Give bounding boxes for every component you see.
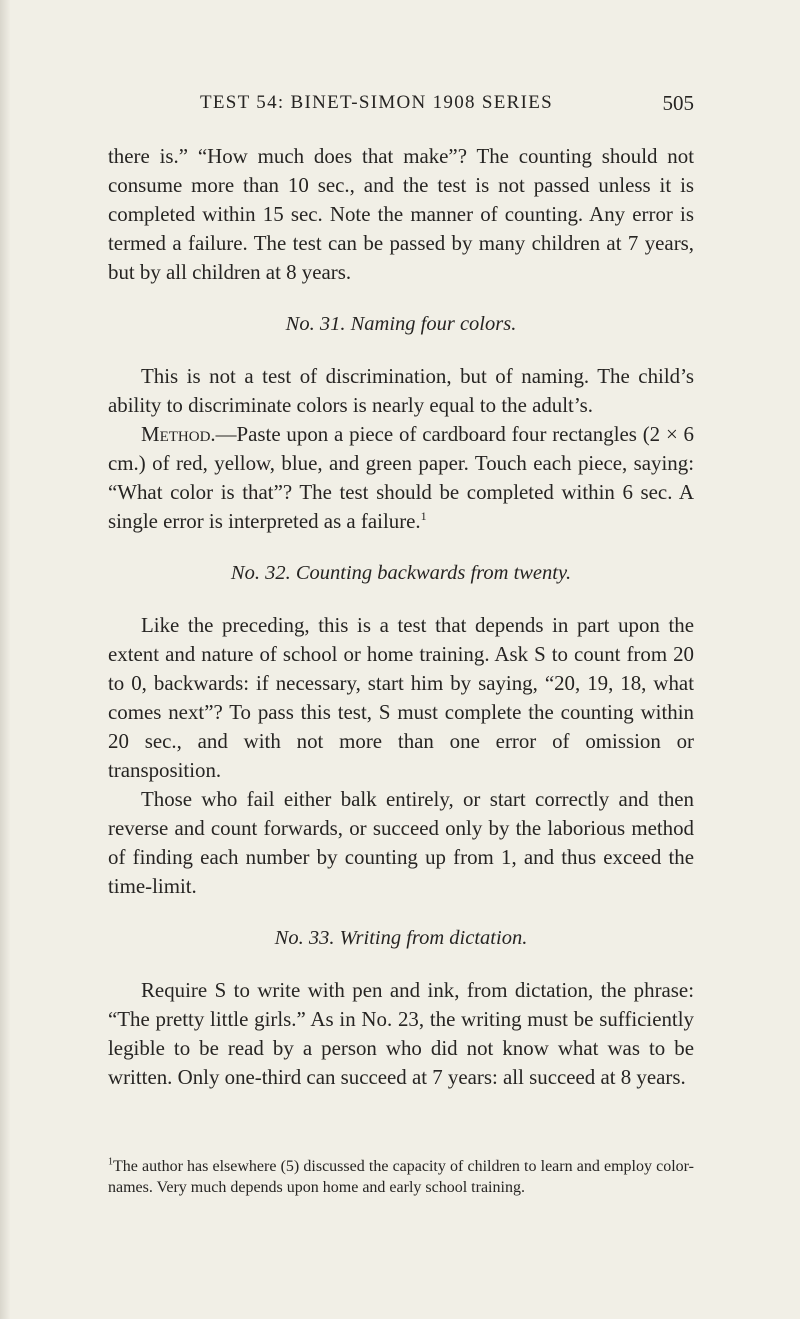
paragraph-counting-backwards: Like the preceding, this is a test that depends in part upon the extent and nature of school or home training. Ask S to count from 20 to 0, backwards: if necessary, start him by saying, “20, 19, 18, what comes next”? To pass this test, S must complete the counting within 20 sec., and with not more than one error of omission or transposition. [108,613,694,782]
section-heading-31: No. 31. Naming four colors. [285,313,517,335]
running-title: TEST 54: BINET-SIMON 1908 SERIES [200,92,554,113]
page-body [108,142,694,1092]
footnote [108,1156,694,1198]
section-heading-32: No. 32. Counting backwards from twenty. [230,562,572,584]
paragraph-failures: Those who fail either balk entirely, or start correctly and then reverse and count forwards, or succeed only by the laborious method of finding each number by counting up from 1, and thus exceed the time-limit. [108,787,694,898]
method-lead: Method. [141,422,216,446]
page-edge-shadow [0,0,10,1319]
page-number: 505 [662,91,694,115]
paragraph-method [108,420,694,536]
page-header [200,92,694,122]
method-text: —Paste upon a piece of cardboard four rectangles (2 × 6 cm.) of red, yellow, blue, and green paper. Touch each piece, saying: “What color is that”? The test should be completed within 6 sec. A single error is interpreted as a failure. [108,422,694,533]
footnote-mark: 1 [108,1156,113,1168]
footnote-text: The author has elsewhere (5) discussed the capacity of children to learn and employ color-names. Very much depends upon home and early school training. [108,1158,694,1196]
section-heading-33: No. 33. Writing from dictation. [274,927,528,949]
paragraph-dictation: Require S to write with pen and ink, from dictation, the phrase: “The pretty little girls.” As in No. 23, the writing must be sufficiently legible to be read by a person who did not know what was to be written. Only one-third can succeed at 7 years: all succeed at 8 years. [108,978,694,1089]
paragraph-naming-intro: This is not a test of discrimination, but of naming. The child’s ability to discriminate colors is nearly equal to the adult’s. [108,364,694,417]
footnote-reference-mark: 1 [420,509,427,524]
paragraph-continuation: there is.” “How much does that make”? The counting should not consume more than 10 sec., and the test is not passed unless it is completed within 15 sec. Note the manner of counting. Any error is termed a failure. The test can be passed by many children at 7 years, but by all children at 8 years. [108,144,694,284]
